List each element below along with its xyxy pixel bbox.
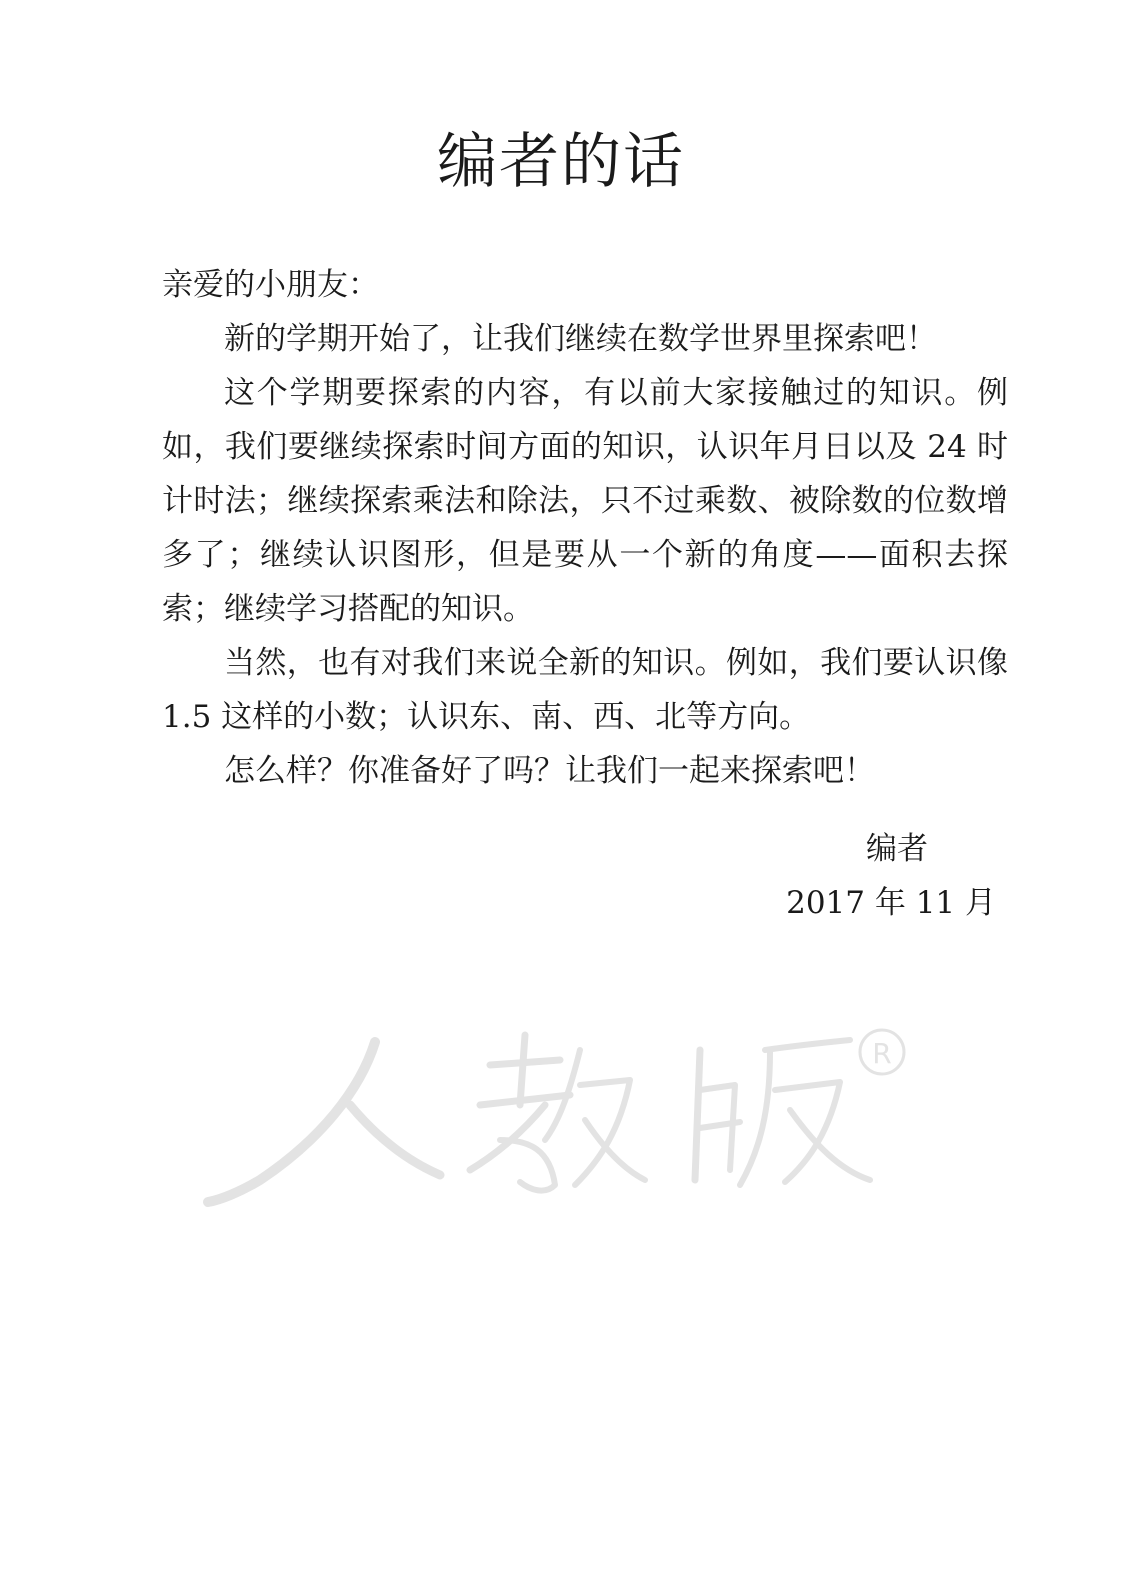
greeting: 亲爱的小朋友： [162,267,379,303]
letter-body [162,258,1008,798]
publisher-watermark-logo [200,1010,930,1220]
svg-text:R: R [872,1037,892,1070]
page-title: 编者的话 [437,127,685,197]
author-name: 编者 [866,831,928,867]
paragraph-1: 新的学期开始了，让我们继续在数学世界里探索吧！ [224,321,937,357]
signature-block [786,822,996,930]
paragraph-2: 这个学期要探索的内容，有以前大家接触过的知识。例如，我们要继续探索时间方面的知识，认识年月日以及 24 时计时法；继续探索乘法和除法，只不过乘数、被除数的位数增多了；继续认识图形，但是要从一个新的角度——面积去探索；继续学习搭配的知识。 [162,375,1008,627]
publish-date: 2017 年 11 月 [786,885,996,921]
paragraph-4: 怎么样？你准备好了吗？让我们一起来探索吧！ [224,753,875,789]
paragraph-3: 当然，也有对我们来说全新的知识。例如，我们要认识像 1.5 这样的小数；认识东、南、西、北等方向。 [162,645,1008,735]
